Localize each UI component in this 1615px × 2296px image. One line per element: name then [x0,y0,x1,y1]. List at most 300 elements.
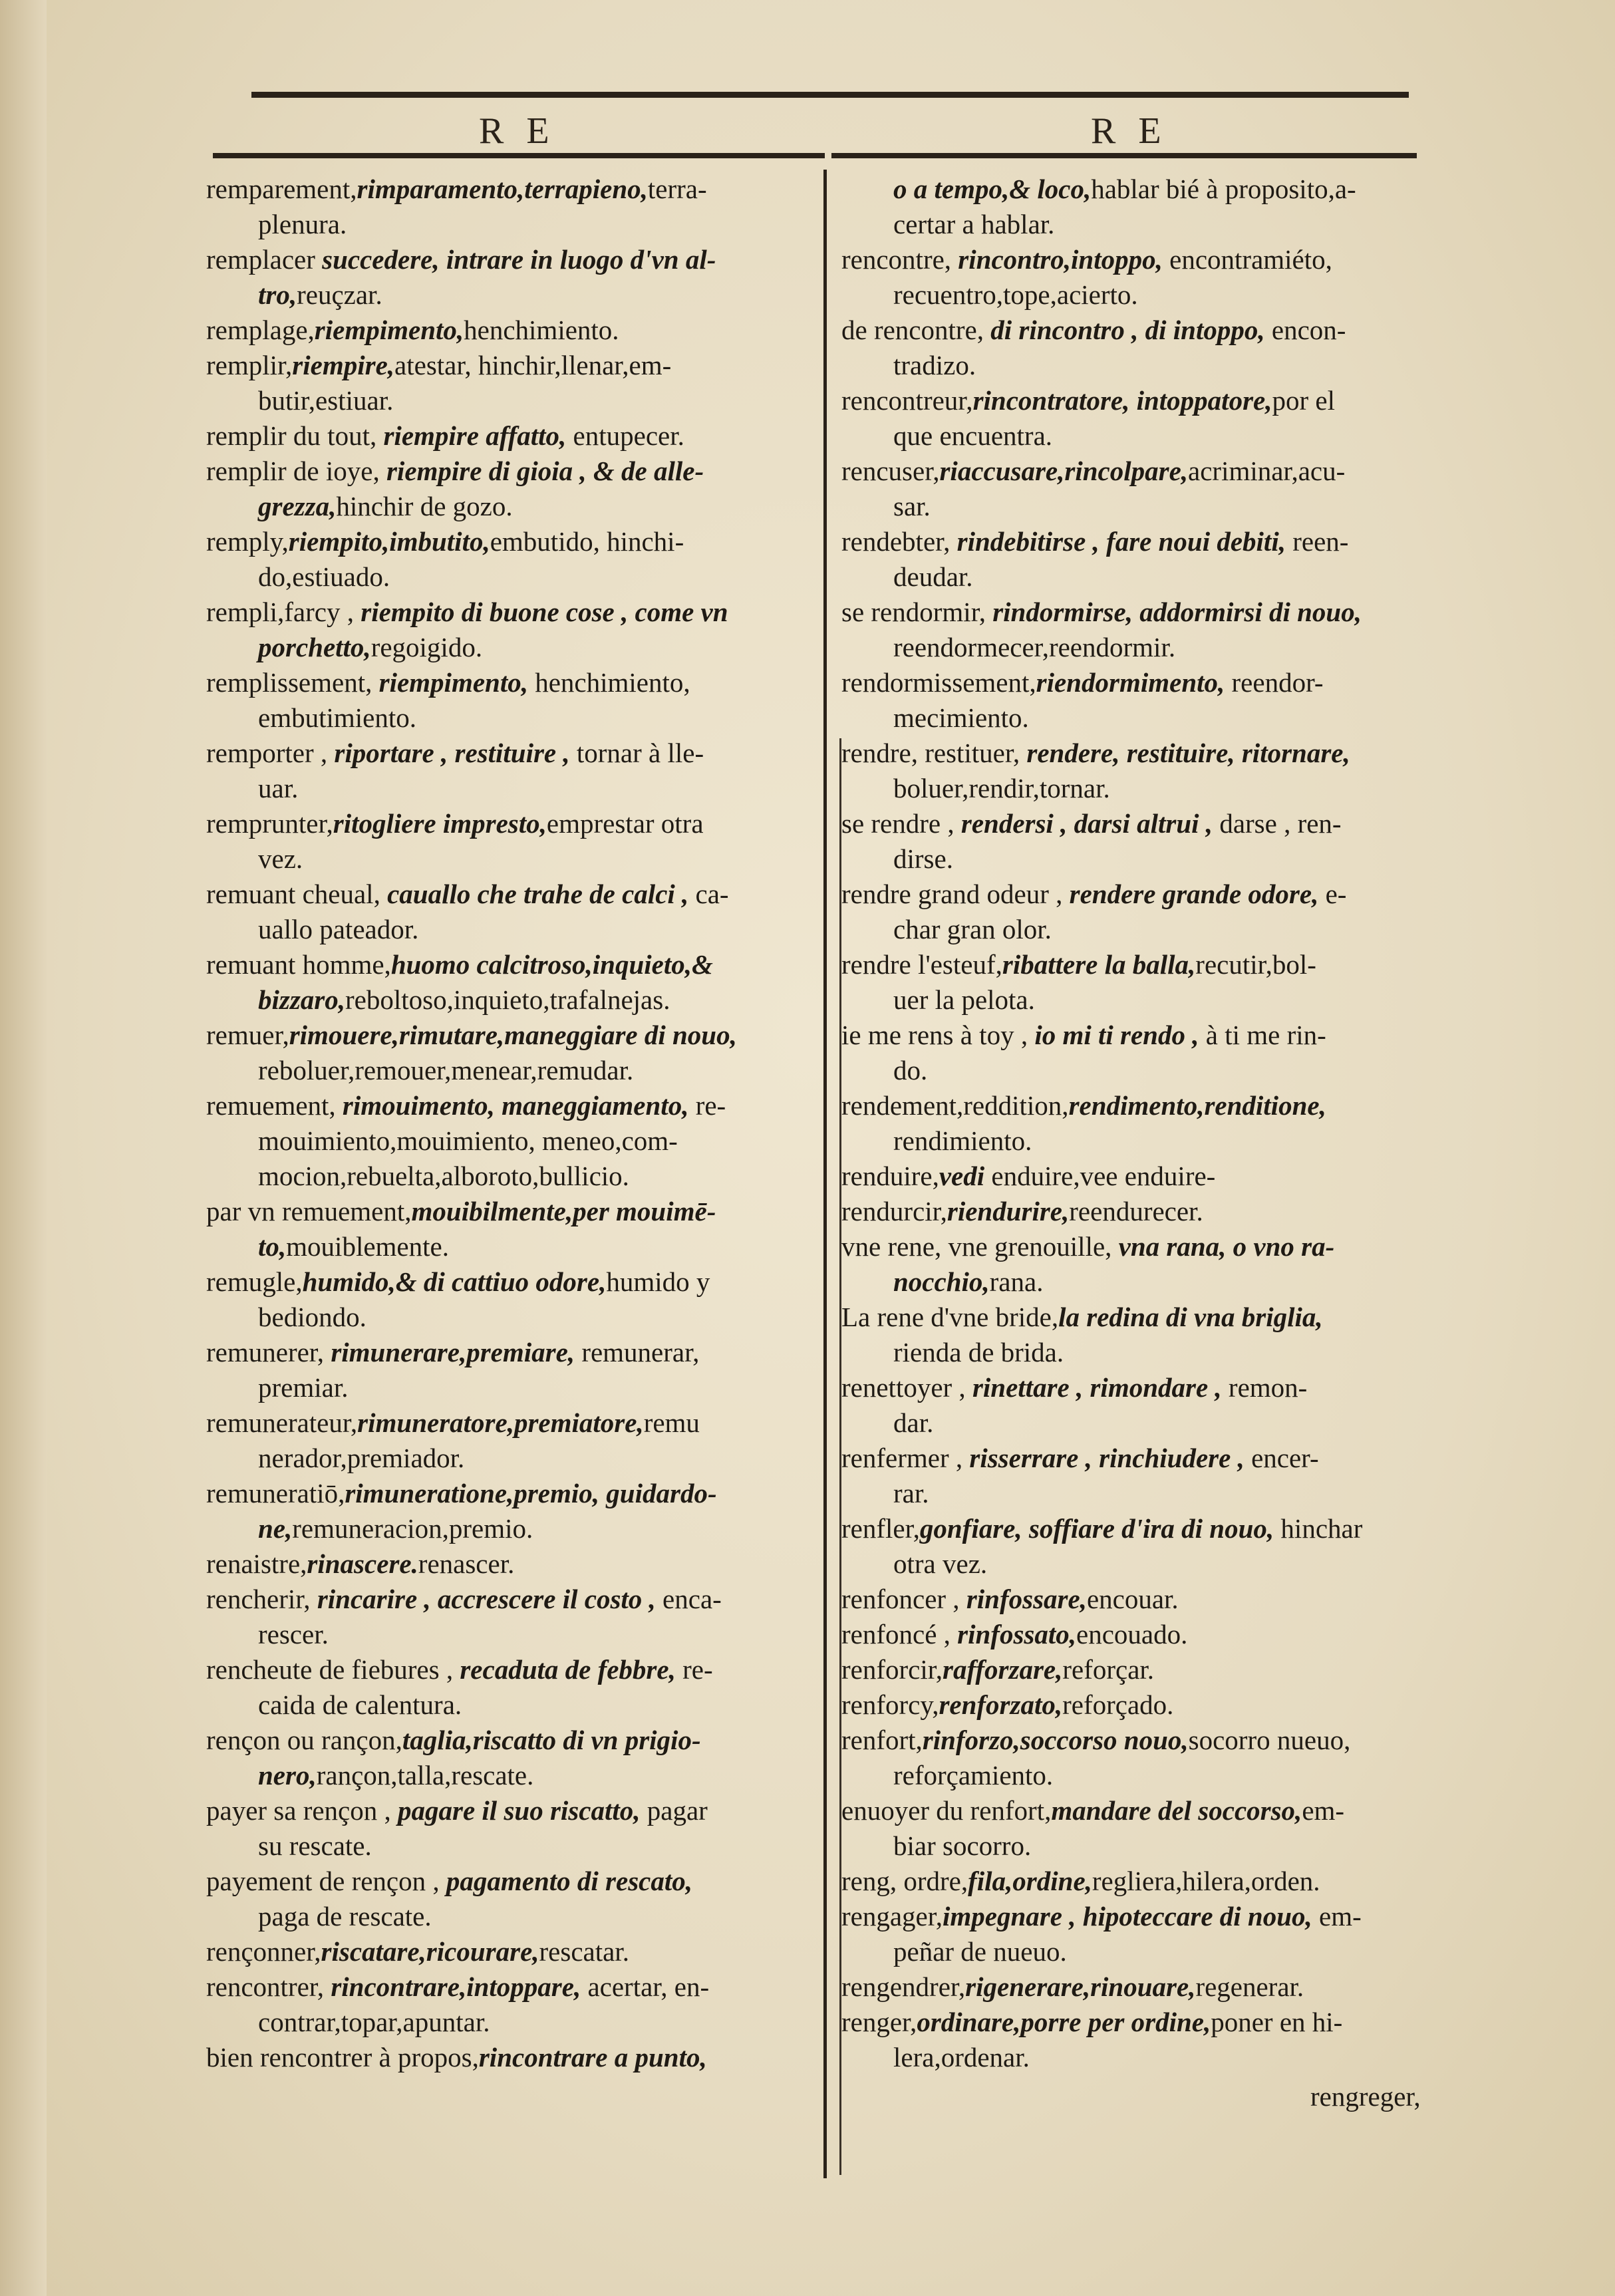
french-headword: rendement,reddition, [841,1090,1069,1121]
french-headword: rençonner, [206,1936,321,1967]
dictionary-line [206,418,815,454]
italian-gloss: bizzaro, [258,984,346,1015]
spanish-gloss: socorro nueuo, [1188,1725,1351,1755]
italian-gloss: humido,& di cattiuo odore, [302,1266,607,1297]
dictionary-line [841,1053,1440,1088]
french-headword: remunerateur, [206,1407,358,1438]
french-headword: rencontre, [841,244,958,275]
dictionary-line [206,1229,815,1264]
dictionary-line [841,630,1440,665]
french-headword: renfoncer , [841,1584,966,1614]
french-headword: renfoncé , [841,1619,958,1650]
french-headword: remuant homme, [206,949,391,980]
italian-gloss: rincarire , accrescere il costo , [317,1584,656,1614]
italian-gloss: to, [258,1231,287,1262]
french-headword: rendurcir, [841,1196,947,1226]
italian-gloss: rafforzare, [943,1654,1063,1685]
dictionary-line [841,1405,1440,1441]
french-headword: reng, ordre, [841,1866,968,1896]
french-headword: char gran olor. [893,914,1052,944]
top-rule [251,92,1409,98]
french-headword: rençon ou rançon, [206,1725,402,1755]
dictionary-line [206,242,815,277]
italian-gloss: rinettare , rimondare , [972,1372,1222,1403]
french-headword: remprunter, [206,808,333,839]
italian-gloss: di rincontro , di intoppo, [990,315,1265,345]
italian-gloss: rigenerare,rinouare, [965,1971,1196,2002]
dictionary-line [841,242,1440,277]
italian-gloss: rimparamento,terrapieno, [357,174,648,204]
spanish-gloss: remu [643,1407,700,1438]
left-column [206,172,815,2075]
running-head-right: R E [1091,110,1168,152]
french-headword: renaistre, [206,1548,307,1579]
dictionary-line [841,1934,1440,1969]
spanish-gloss: henchimiento. [464,315,619,345]
spanish-gloss: em- [1312,1901,1362,1932]
french-headword: rencontrer, [206,1971,331,2002]
dictionary-line [841,1969,1440,2005]
spanish-gloss: encouado. [1076,1619,1188,1650]
catchword: rengreger, [1310,2081,1421,2112]
italian-gloss: cauallo che trahe de calci , [387,879,689,909]
dictionary-line [206,524,815,559]
french-headword: remplir de ioye, [206,456,386,486]
french-headword: rienda de brida. [893,1337,1064,1367]
italian-gloss: riaccusare,rincolpare, [939,456,1189,486]
italian-gloss: risserrare , rinchiudere , [969,1443,1245,1473]
french-headword: su rescate. [258,1830,372,1861]
french-headword: remply, [206,526,289,557]
french-headword: caida de calentura. [258,1689,462,1720]
italian-gloss: rinfossato, [957,1619,1077,1650]
dictionary-line [206,1018,815,1053]
spanish-gloss: encontramiéto, [1162,244,1332,275]
dictionary-line [841,524,1440,559]
french-headword: renforcir, [841,1654,943,1685]
french-headword: dirse. [893,843,953,874]
french-headword: dar. [893,1407,934,1438]
dictionary-line [206,1864,815,1899]
dictionary-line [841,1652,1440,1687]
italian-gloss: vna rana, o vno ra- [1118,1231,1335,1262]
dictionary-line [841,595,1440,630]
dictionary-line [206,1335,815,1370]
french-headword: mouimiento,mouimiento, meneo,com- [258,1125,678,1156]
french-headword: payement de rençon , [206,1866,446,1896]
french-headword: rengendrer, [841,1971,966,2002]
spanish-gloss: emprestar otra [546,808,704,839]
italian-gloss: rincontro,intoppo, [958,244,1163,275]
dictionary-line [206,736,815,771]
spanish-gloss: regoigido. [370,632,483,662]
french-headword: remplir du tout, [206,420,384,451]
french-headword: remuant cheual, [206,879,388,909]
dictionary-line [841,1582,1440,1617]
dictionary-line [841,736,1440,771]
french-headword: recuentro,tope,acierto. [893,279,1138,310]
dictionary-line [841,912,1440,947]
spanish-gloss: remuneracion,premio. [292,1513,533,1544]
dictionary-line [206,1441,815,1476]
dictionary-line [206,489,815,524]
spanish-gloss: reforçado. [1062,1689,1174,1720]
dictionary-line [206,841,815,877]
french-headword: lera,ordenar. [893,2042,1030,2073]
spanish-gloss: poner en hi- [1211,2007,1343,2037]
dictionary-line [841,1758,1440,1793]
spanish-gloss: por el [1272,385,1335,416]
italian-gloss: rinfossare, [966,1584,1087,1614]
french-headword: rencuser, [841,456,940,486]
french-headword: remplage, [206,315,315,345]
french-headword: se rendre , [841,808,961,839]
spanish-gloss: remon- [1221,1372,1308,1403]
french-headword: rendre l'esteuf, [841,949,1002,980]
dictionary-line [841,1476,1440,1511]
dictionary-line [841,383,1440,418]
french-headword: remuer, [206,1020,289,1050]
italian-gloss: rindormirse, addormirsi di nouo, [992,597,1362,627]
spanish-gloss: reendor- [1225,667,1324,698]
dictionary-line [206,877,815,912]
column-divider [823,170,827,2178]
italian-gloss: riempito di buone cose , come vn [361,597,728,627]
italian-gloss: huomo calcitroso,inquieto,& [390,949,713,980]
dictionary-line [206,630,815,665]
french-headword: remporter , [206,738,335,768]
italian-gloss: riempimento, [378,667,528,698]
french-headword: renettoyer , [841,1372,972,1403]
dictionary-line [841,2040,1440,2075]
french-headword: nerador,premiador. [258,1443,465,1473]
spanish-gloss: encon- [1264,315,1346,345]
dictionary-line [841,313,1440,348]
french-headword: tradizo. [893,350,976,380]
french-headword: rencheute de fiebures , [206,1654,460,1685]
dictionary-line [206,1934,815,1969]
dictionary-line [841,1899,1440,1934]
italian-gloss: riempire affatto, [383,420,567,451]
dictionary-line [841,454,1440,489]
column-rule-right [831,153,1417,158]
italian-gloss: rimuneratore,premiatore, [357,1407,644,1438]
dictionary-line [841,1864,1440,1899]
french-headword: plenura. [258,209,347,239]
dictionary-line [841,1511,1440,1546]
dictionary-line [206,1687,815,1723]
italian-gloss: rimouere,rimutare,maneggiare di nouo, [289,1020,737,1050]
spanish-gloss: terra- [647,174,707,204]
dictionary-line [206,1264,815,1300]
french-headword: rendimiento. [893,1125,1032,1156]
french-headword: par vn remuement, [206,1196,412,1226]
french-headword: remplir, [206,350,293,380]
dictionary-line [206,1969,815,2005]
spanish-gloss: hinchir de gozo. [336,491,513,521]
spanish-gloss: encer- [1244,1443,1319,1473]
dictionary-line [841,559,1440,595]
italian-gloss: mandare del soccorso, [1051,1795,1302,1826]
spanish-gloss: darse , ren- [1213,808,1342,839]
italian-gloss: riempire, [292,350,395,380]
dictionary-line [206,1828,815,1864]
french-headword: que encuentra. [893,420,1053,451]
french-headword: bediondo. [258,1302,367,1332]
dictionary-line [206,1405,815,1441]
dictionary-line [841,1300,1440,1335]
italian-gloss: porchetto, [258,632,371,662]
dictionary-line [841,1546,1440,1582]
french-headword: otra vez. [893,1548,988,1579]
italian-gloss: rinforzo,soccorso nouo, [922,1725,1189,1755]
italian-gloss: grezza, [258,491,337,521]
italian-gloss: riportare , restituire , [334,738,570,768]
french-headword: rempli,farcy , [206,597,361,627]
french-headword: rendebter, [841,526,957,557]
french-headword: renduire, [841,1161,939,1191]
french-headword: payer sa rençon , [206,1795,398,1826]
spanish-gloss: ca- [688,879,729,909]
french-headword: remuneratiō, [206,1478,345,1508]
dictionary-line [206,277,815,313]
french-headword: mecimiento. [893,702,1029,733]
spanish-gloss: tornar à lle- [569,738,704,768]
dictionary-line [841,1617,1440,1652]
french-headword: renforcy, [841,1689,939,1720]
dictionary-line [206,207,815,242]
spanish-gloss: à ti me rin- [1199,1020,1326,1050]
french-headword: bien rencontrer à propos, [206,2042,479,2073]
dictionary-line [206,665,815,700]
italian-gloss: mouibilmente,per mouimē- [411,1196,716,1226]
italian-gloss: rendere grande odore, [1069,879,1319,909]
dictionary-line [841,1123,1440,1159]
french-headword: reboluer,remouer,menear,remudar. [258,1055,634,1085]
french-headword: rengager, [841,1901,943,1932]
french-headword: peñar de nueuo. [893,1936,1067,1967]
french-headword: embutimiento. [258,702,416,733]
dictionary-line [206,313,815,348]
french-headword: se rendormir, [841,597,993,627]
spanish-gloss: pagar [640,1795,708,1826]
italian-gloss: rinascere. [307,1548,418,1579]
italian-gloss: succedere, intrare in luogo d'vn al- [322,244,716,275]
spanish-gloss: hinchar [1274,1513,1363,1544]
italian-gloss: o a tempo,& loco, [893,174,1092,204]
dictionary-line [206,2005,815,2040]
dictionary-line [206,771,815,806]
dictionary-line [841,771,1440,806]
french-headword: rar. [893,1478,929,1508]
italian-gloss: rendimento,renditione, [1068,1090,1326,1121]
dictionary-line [206,1758,815,1793]
dictionary-line [841,1194,1440,1229]
italian-gloss: rendersi , darsi altrui , [960,808,1213,839]
running-head-left: R E [479,110,556,152]
dictionary-line [206,1723,815,1758]
italian-gloss: gonfiare, soffiare d'ira di nouo, [919,1513,1274,1544]
french-headword: La rene d'vne bride, [841,1302,1059,1332]
dictionary-line [206,806,815,841]
french-headword: de rencontre, [841,315,991,345]
french-headword: vez. [258,843,303,874]
dictionary-line [841,982,1440,1018]
italian-gloss: fila,ordine, [968,1866,1092,1896]
dictionary-line [206,1476,815,1511]
italian-gloss: la redina di vna briglia, [1058,1302,1323,1332]
dictionary-line [206,1652,815,1687]
french-headword: premiar. [258,1372,349,1403]
spanish-gloss: acertar, en- [581,1971,710,2002]
dictionary-line [841,1828,1440,1864]
italian-gloss: tro, [258,279,297,310]
dictionary-line [206,1053,815,1088]
italian-gloss: riempito,imbutito, [288,526,490,557]
dictionary-line [841,1723,1440,1758]
french-headword: ie me rens à toy , [841,1020,1035,1050]
dictionary-line [206,912,815,947]
dictionary-line [206,1300,815,1335]
italian-gloss: pagamento di rescato, [446,1866,692,1896]
dictionary-line [841,1687,1440,1723]
italian-gloss: pagare il suo riscatto, [398,1795,641,1826]
french-headword: paga de rescate. [258,1901,432,1932]
italian-gloss: riempimento, [314,315,464,345]
dictionary-line [841,172,1440,207]
spanish-gloss: em- [1302,1795,1345,1826]
dictionary-line [206,559,815,595]
dictionary-line [206,1899,815,1934]
french-headword: rescer. [258,1619,329,1650]
italian-gloss: rincontrare a punto, [478,2042,707,2073]
spanish-gloss: rescatar. [539,1936,629,1967]
dictionary-line [206,1088,815,1123]
italian-gloss: io mi ti rendo , [1034,1020,1199,1050]
dictionary-line [206,1159,815,1194]
dictionary-line [841,207,1440,242]
dictionary-line [841,877,1440,912]
dictionary-line [841,1370,1440,1405]
spanish-gloss: rançon,talla,rescate. [316,1760,534,1791]
spanish-gloss: re- [688,1090,726,1121]
italian-gloss: riempire di gioia , & de alle- [386,456,704,486]
dictionary-line [841,1441,1440,1476]
french-headword: rencontreur, [841,385,973,416]
french-headword: sar. [893,491,931,521]
dictionary-line [206,348,815,383]
french-headword: rendre, restituer, [841,738,1027,768]
spanish-gloss: remunerar, [575,1337,700,1367]
french-headword: uer la pelota. [893,984,1035,1015]
dictionary-line [206,383,815,418]
dictionary-line [841,1088,1440,1123]
dictionary-line [206,1511,815,1546]
dictionary-line [206,1793,815,1828]
french-headword: rencherir, [206,1584,317,1614]
spanish-gloss: embutido, hinchi- [490,526,684,557]
spanish-gloss: acriminar,acu- [1188,456,1346,486]
spanish-gloss: reuçzar. [297,279,382,310]
dictionary-line [841,947,1440,982]
italian-gloss: rimunerare,premiare, [331,1337,575,1367]
french-headword: reforçamiento. [893,1760,1054,1791]
spanish-gloss: e- [1318,879,1347,909]
dictionary-line [206,700,815,736]
italian-gloss: renforzato, [939,1689,1063,1720]
spanish-gloss: encouar. [1086,1584,1179,1614]
french-headword: renfermer , [841,1443,970,1473]
spanish-gloss: mouiblemente. [286,1231,449,1262]
italian-gloss: riscatare,ricourare, [321,1936,539,1967]
italian-gloss: impegnare , hipoteccare di nouo, [943,1901,1312,1932]
dictionary-line [841,1229,1440,1264]
italian-gloss: rimuneratione,premio, guidardo- [345,1478,717,1508]
dictionary-line [841,277,1440,313]
french-headword: renger, [841,2007,917,2037]
french-headword: renfort, [841,1725,923,1755]
french-headword: do. [893,1055,928,1085]
spanish-gloss: entupecer. [566,420,684,451]
spanish-gloss: enduire,vee enduire- [984,1161,1216,1191]
french-headword: remplissement, [206,667,379,698]
spanish-gloss: reen- [1285,526,1349,557]
italian-gloss: nero, [258,1760,317,1791]
spanish-gloss: recutir,bol- [1195,949,1316,980]
italian-gloss: recaduta de febbre, [460,1654,676,1685]
dictionary-line [206,947,815,982]
french-headword: do,estiuado. [258,561,390,592]
french-headword: reendormecer,reendormir. [893,632,1176,662]
dictionary-line [206,454,815,489]
dictionary-line [841,348,1440,383]
dictionary-line [206,1546,815,1582]
italian-gloss: rimouimento, maneggiamento, [342,1090,689,1121]
dictionary-line [841,489,1440,524]
right-column [841,172,1440,2075]
dictionary-line [206,1123,815,1159]
french-headword: remuement, [206,1090,343,1121]
dictionary-line [206,1370,815,1405]
french-headword: butir,estiuar. [258,385,394,416]
italian-gloss: riendurire, [947,1196,1070,1226]
dictionary-line [841,841,1440,877]
dictionary-line [841,665,1440,700]
italian-gloss: ordinare,porre per ordine, [917,2007,1211,2037]
dictionary-line [841,806,1440,841]
italian-gloss: ritogliere impresto, [333,808,547,839]
dictionary-line [841,2005,1440,2040]
italian-gloss: nocchio, [893,1266,990,1297]
dictionary-line [206,172,815,207]
dictionary-line [841,1159,1440,1194]
french-headword: certar a hablar. [893,209,1055,239]
spanish-gloss: reforçar. [1062,1654,1155,1685]
italian-gloss: taglia,riscatto di vn prigio- [402,1725,701,1755]
dictionary-line [841,418,1440,454]
french-headword: vne rene, vne grenouille, [841,1231,1119,1262]
italian-gloss: rendere, restituire, ritornare, [1026,738,1350,768]
spanish-gloss: hablar bié à proposito,a- [1091,174,1356,204]
italian-gloss: riendormimento, [1036,667,1225,698]
dictionary-line [206,982,815,1018]
spanish-gloss: re- [675,1654,713,1685]
dictionary-line [206,1582,815,1617]
spanish-gloss: humido y [606,1266,710,1297]
french-headword: remugle, [206,1266,303,1297]
spanish-gloss: regenerar. [1195,1971,1304,2002]
spanish-gloss: reendurecer. [1069,1196,1203,1226]
